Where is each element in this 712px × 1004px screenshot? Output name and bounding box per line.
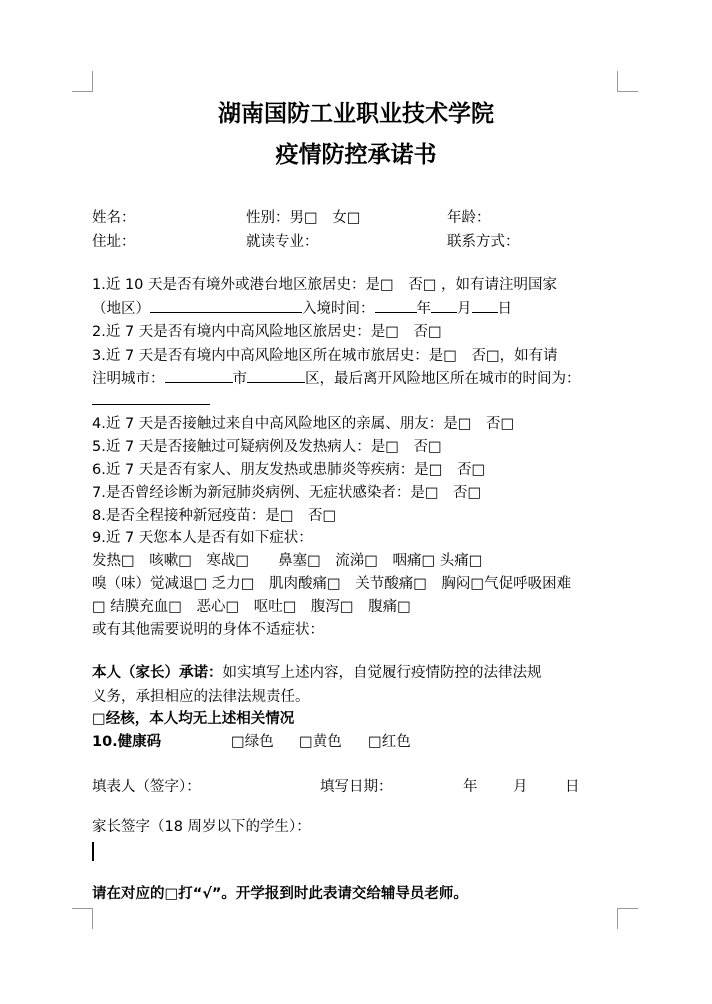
question-7: 7.是否曾经诊断为新冠肺炎病例、无症状感染者：是□ 否□ — [92, 485, 482, 501]
parent-signature-label: 家长签字（18 周岁以下的学生）： — [92, 819, 311, 835]
question-6: 6.近 7 天是否有家人、朋友发热或患肺炎等疾病：是□ 否□ — [92, 462, 486, 478]
question-1: 1.近 10 天是否有境外或港台地区旅居史：是□ 否□ ，如有请注明国家 — [92, 277, 558, 293]
document-title: 疫情防控承诺书 — [275, 141, 437, 168]
city-blank[interactable] — [165, 368, 233, 383]
verified-statement: □经核，本人均无上述相关情况 — [92, 711, 295, 727]
symptoms-row-1: 发热□ 咳嗽□ 寒战□ 鼻塞□ 流涕□ 咽痛□ 头痛□ — [92, 553, 483, 569]
health-code-label: 10.健康码 — [92, 734, 162, 750]
pledge-line-2: 义务，承担相应的法律法规责任。 — [92, 689, 310, 705]
symptoms-row-3: □ 结膜充血□ 恶心□ 呕吐□ 腹泻□ 腹痛□ — [92, 599, 411, 615]
district-blank[interactable] — [247, 368, 305, 383]
question-2: 2.近 7 天是否有境内中高风险地区旅居史：是□ 否□ — [92, 324, 442, 340]
age-label: 年龄： — [447, 210, 491, 226]
health-code-green[interactable]: □绿色 — [231, 734, 274, 750]
other-symptoms: 或有其他需要说明的身体不适症状： — [92, 622, 324, 638]
crop-mark-bottom-right — [617, 908, 638, 929]
question-3: 3.近 7 天是否有境内中高风险地区所在城市旅居史：是□ 否□，如有请 — [92, 348, 558, 364]
footer-instruction: 请在对应的□打“√”。开学报到时此表请交给辅导员老师。 — [92, 886, 468, 902]
date-month: 月 — [513, 779, 528, 795]
date-year: 年 — [463, 779, 478, 795]
question-1-detail: （地区） 入境时间： 年 月 日 — [92, 297, 512, 318]
question-8: 8.是否全程接种新冠疫苗：是□ 否□ — [92, 508, 337, 524]
crop-mark-bottom-left — [72, 908, 93, 929]
crop-mark-top-left — [72, 71, 93, 92]
symptoms-row-2: 嗅（味）觉减退□ 乏力□ 肌肉酸痛□ 关节酸痛□ 胸闷□气促呼吸困难 — [92, 576, 572, 592]
health-code-red[interactable]: □红色 — [368, 734, 411, 750]
question-4: 4.近 7 天是否接触过来自中高风险地区的亲属、朋友：是□ 否□ — [92, 416, 515, 432]
entry-day-blank[interactable] — [472, 298, 498, 313]
pledge-line-1: 本人（家长）承诺：如实填写上述内容，自觉履行疫情防控的法律法规 — [92, 665, 542, 681]
health-code-yellow[interactable]: □黄色 — [299, 734, 342, 750]
contact-label: 联系方式： — [447, 234, 520, 250]
question-3-detail: 注明城市： 市 区，最后离开风险地区所在城市的时间为： — [92, 367, 581, 388]
gender-label: 性别：男□ 女□ — [246, 210, 361, 226]
school-name: 湖南国防工业职业技术学院 — [218, 100, 494, 127]
date-day: 日 — [565, 779, 580, 795]
pledge-label: 本人（家长）承诺： — [92, 665, 223, 681]
fill-date-label: 填写日期： — [320, 779, 393, 795]
question-5: 5.近 7 天是否接触过可疑病例及发热病人：是□ 否□ — [92, 439, 442, 455]
question-3-time-line — [92, 390, 210, 409]
address-label: 住址： — [92, 234, 136, 250]
major-label: 就读专业： — [246, 234, 319, 250]
crop-mark-top-right — [617, 71, 638, 92]
leave-time-blank[interactable] — [92, 390, 210, 405]
text-cursor — [92, 842, 94, 861]
entry-year-blank[interactable] — [375, 298, 417, 313]
name-label: 姓名： — [92, 210, 136, 226]
filler-signature-label: 填表人（签字）： — [92, 779, 201, 795]
country-blank[interactable] — [150, 298, 302, 313]
entry-month-blank[interactable] — [431, 298, 457, 313]
question-9: 9.近 7 天您本人是否有如下症状： — [92, 530, 313, 546]
